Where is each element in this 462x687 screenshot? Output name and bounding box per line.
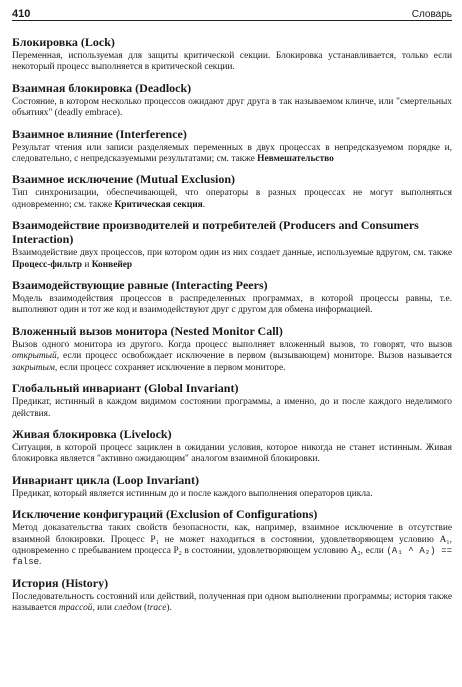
glossary-definition xyxy=(12,523,452,569)
definition-text: Вызов одного монитора из другого. Когда процесс выполняет вложенный вызов, то говорят, что вызов xyxy=(12,339,452,350)
glossary-definition xyxy=(12,188,452,211)
glossary-entry xyxy=(12,576,452,615)
glossary-definition xyxy=(12,443,452,466)
glossary-entry xyxy=(12,218,452,271)
glossary-entry xyxy=(12,127,452,166)
glossary-term: Живая блокировка (Livelock) xyxy=(12,426,172,441)
glossary-term: Взаимодействующие равные (Interacting Peers) xyxy=(12,278,268,293)
glossary-term: История (History) xyxy=(12,575,109,590)
glossary-definition xyxy=(12,294,452,317)
definition-text: Результат чтения или записи разделяемых переменных в двух процессах в непредсказуемом порядке и, следовательно, с непредсказуемыми результатами; см. также xyxy=(12,142,452,165)
definition-text: , если процесс сохраняет исключение в первом мониторе. xyxy=(54,362,286,373)
glossary-entry xyxy=(12,172,452,211)
running-header xyxy=(12,0,452,21)
definition-text: Предикат, который является истинным до и после каждого выполнения операторов цикла. xyxy=(12,488,373,499)
glossary-term: Инвариант цикла (Loop Invariant) xyxy=(12,472,199,487)
emphasized-text: следом xyxy=(114,603,142,614)
glossary-term: Взаимодействие производителей и потребителей (Producers and Consumers Interaction) xyxy=(12,218,419,247)
definition-text: Ситуация, в которой процесс зациклен в ожидании условия, которое никогда не станет истинным. Живая блокировка является "активно ожидающим" аналогом взаимной блокировки. xyxy=(12,442,452,465)
cross-reference: Критическая секция xyxy=(114,199,203,210)
glossary-entry xyxy=(12,381,452,420)
glossary-entry xyxy=(12,278,452,317)
definition-text: . xyxy=(202,199,206,210)
glossary-entry xyxy=(12,507,452,569)
definition-text: Взаимодействие двух процессов, при котором один из них создает данные, используемые вдругом, см. также xyxy=(12,248,452,259)
definition-text: Состояние, в котором несколько процессов ожидают друг друга в так называемом клинче, или "смертельных объятиях" (deadly embrace). xyxy=(12,96,452,119)
definition-text: Метод доказательства таких свойств безопасности, как, например, взаимное исключение в отсутствие взаимной блокировки. Процесс P₁ не может находиться в состоянии, удовлетворяющем условию A₁, одновременно с пребыванием процесса P₂ в состоянии, удовлетворяющем условию A₂, если xyxy=(12,523,452,556)
definition-text: Переменная, используемая для защиты критической секции. Блокировка устанавливается, только если некоторый процесс выполняется в критической секции. xyxy=(12,51,452,73)
glossary-entry xyxy=(12,473,452,500)
glossary-term: Взаимное исключение (Mutual Exclusion) xyxy=(12,172,236,187)
definition-text: Тип синхронизации, обеспечивающей, что операторы в разных процессах не могут выполняться одновременно; см. также xyxy=(12,188,452,210)
definition-text: . xyxy=(39,557,42,568)
glossary-entry xyxy=(12,427,452,466)
page-number: 410 xyxy=(12,8,31,20)
glossary-definition xyxy=(12,51,452,74)
glossary-definition xyxy=(12,340,452,374)
definition-text: и xyxy=(82,259,92,270)
emphasized-text: trace xyxy=(147,603,167,614)
glossary-definition xyxy=(12,489,452,500)
glossary-entry xyxy=(12,324,452,374)
glossary-term: Глобальный инвариант (Global Invariant) xyxy=(12,381,239,396)
cross-reference: Конвейер xyxy=(91,259,133,270)
definition-text: Последовательность состояний или действий, полученная при одном выполнении программы; история также называется xyxy=(12,591,452,614)
definition-text: Модель взаимодействия процессов в распределенных программах, в которой процессы равны, т.е. выполняют один и тот же код и взаимодействуют друг с другом для обмена информацией. xyxy=(12,294,452,316)
glossary-entries xyxy=(12,35,452,615)
glossary-definition xyxy=(12,397,452,420)
glossary-definition xyxy=(12,248,452,271)
definition-text: , если процесс освобождает исключение в первом (вызывающем) мониторе. Вызов называется xyxy=(56,351,452,362)
definition-text: ( xyxy=(141,603,148,614)
emphasized-text: трассой xyxy=(58,603,93,614)
section-title: Словарь xyxy=(411,9,452,20)
glossary-term: Блокировка (Lock) xyxy=(12,35,115,49)
cross-reference: Невмешательство xyxy=(257,154,334,165)
glossary-term: Взаимное влияние (Interference) xyxy=(12,126,187,141)
glossary-definition xyxy=(12,97,452,120)
glossary-term: Исключение конфигураций (Exclusion of Configurations) xyxy=(12,507,318,522)
glossary-definition xyxy=(12,143,452,166)
glossary-definition xyxy=(12,592,452,615)
emphasized-text: закрытым xyxy=(12,362,55,373)
glossary-entry xyxy=(12,35,452,74)
definition-text: Предикат, истинный в каждом видимом состоянии программы, а именно, до и после каждого неделимого действия. xyxy=(12,397,452,419)
definition-text: , или xyxy=(92,603,115,614)
glossary-term: Взаимная блокировка (Deadlock) xyxy=(12,80,192,95)
cross-reference: Процесс-фильтр xyxy=(12,259,82,270)
glossary-entry xyxy=(12,81,452,120)
definition-text: ). xyxy=(166,603,172,614)
code-text: (A₁ ^ A₂) == false xyxy=(12,545,453,568)
emphasized-text: открытый xyxy=(12,351,57,362)
glossary-term: Вложенный вызов монитора (Nested Monitor Call) xyxy=(12,323,283,338)
